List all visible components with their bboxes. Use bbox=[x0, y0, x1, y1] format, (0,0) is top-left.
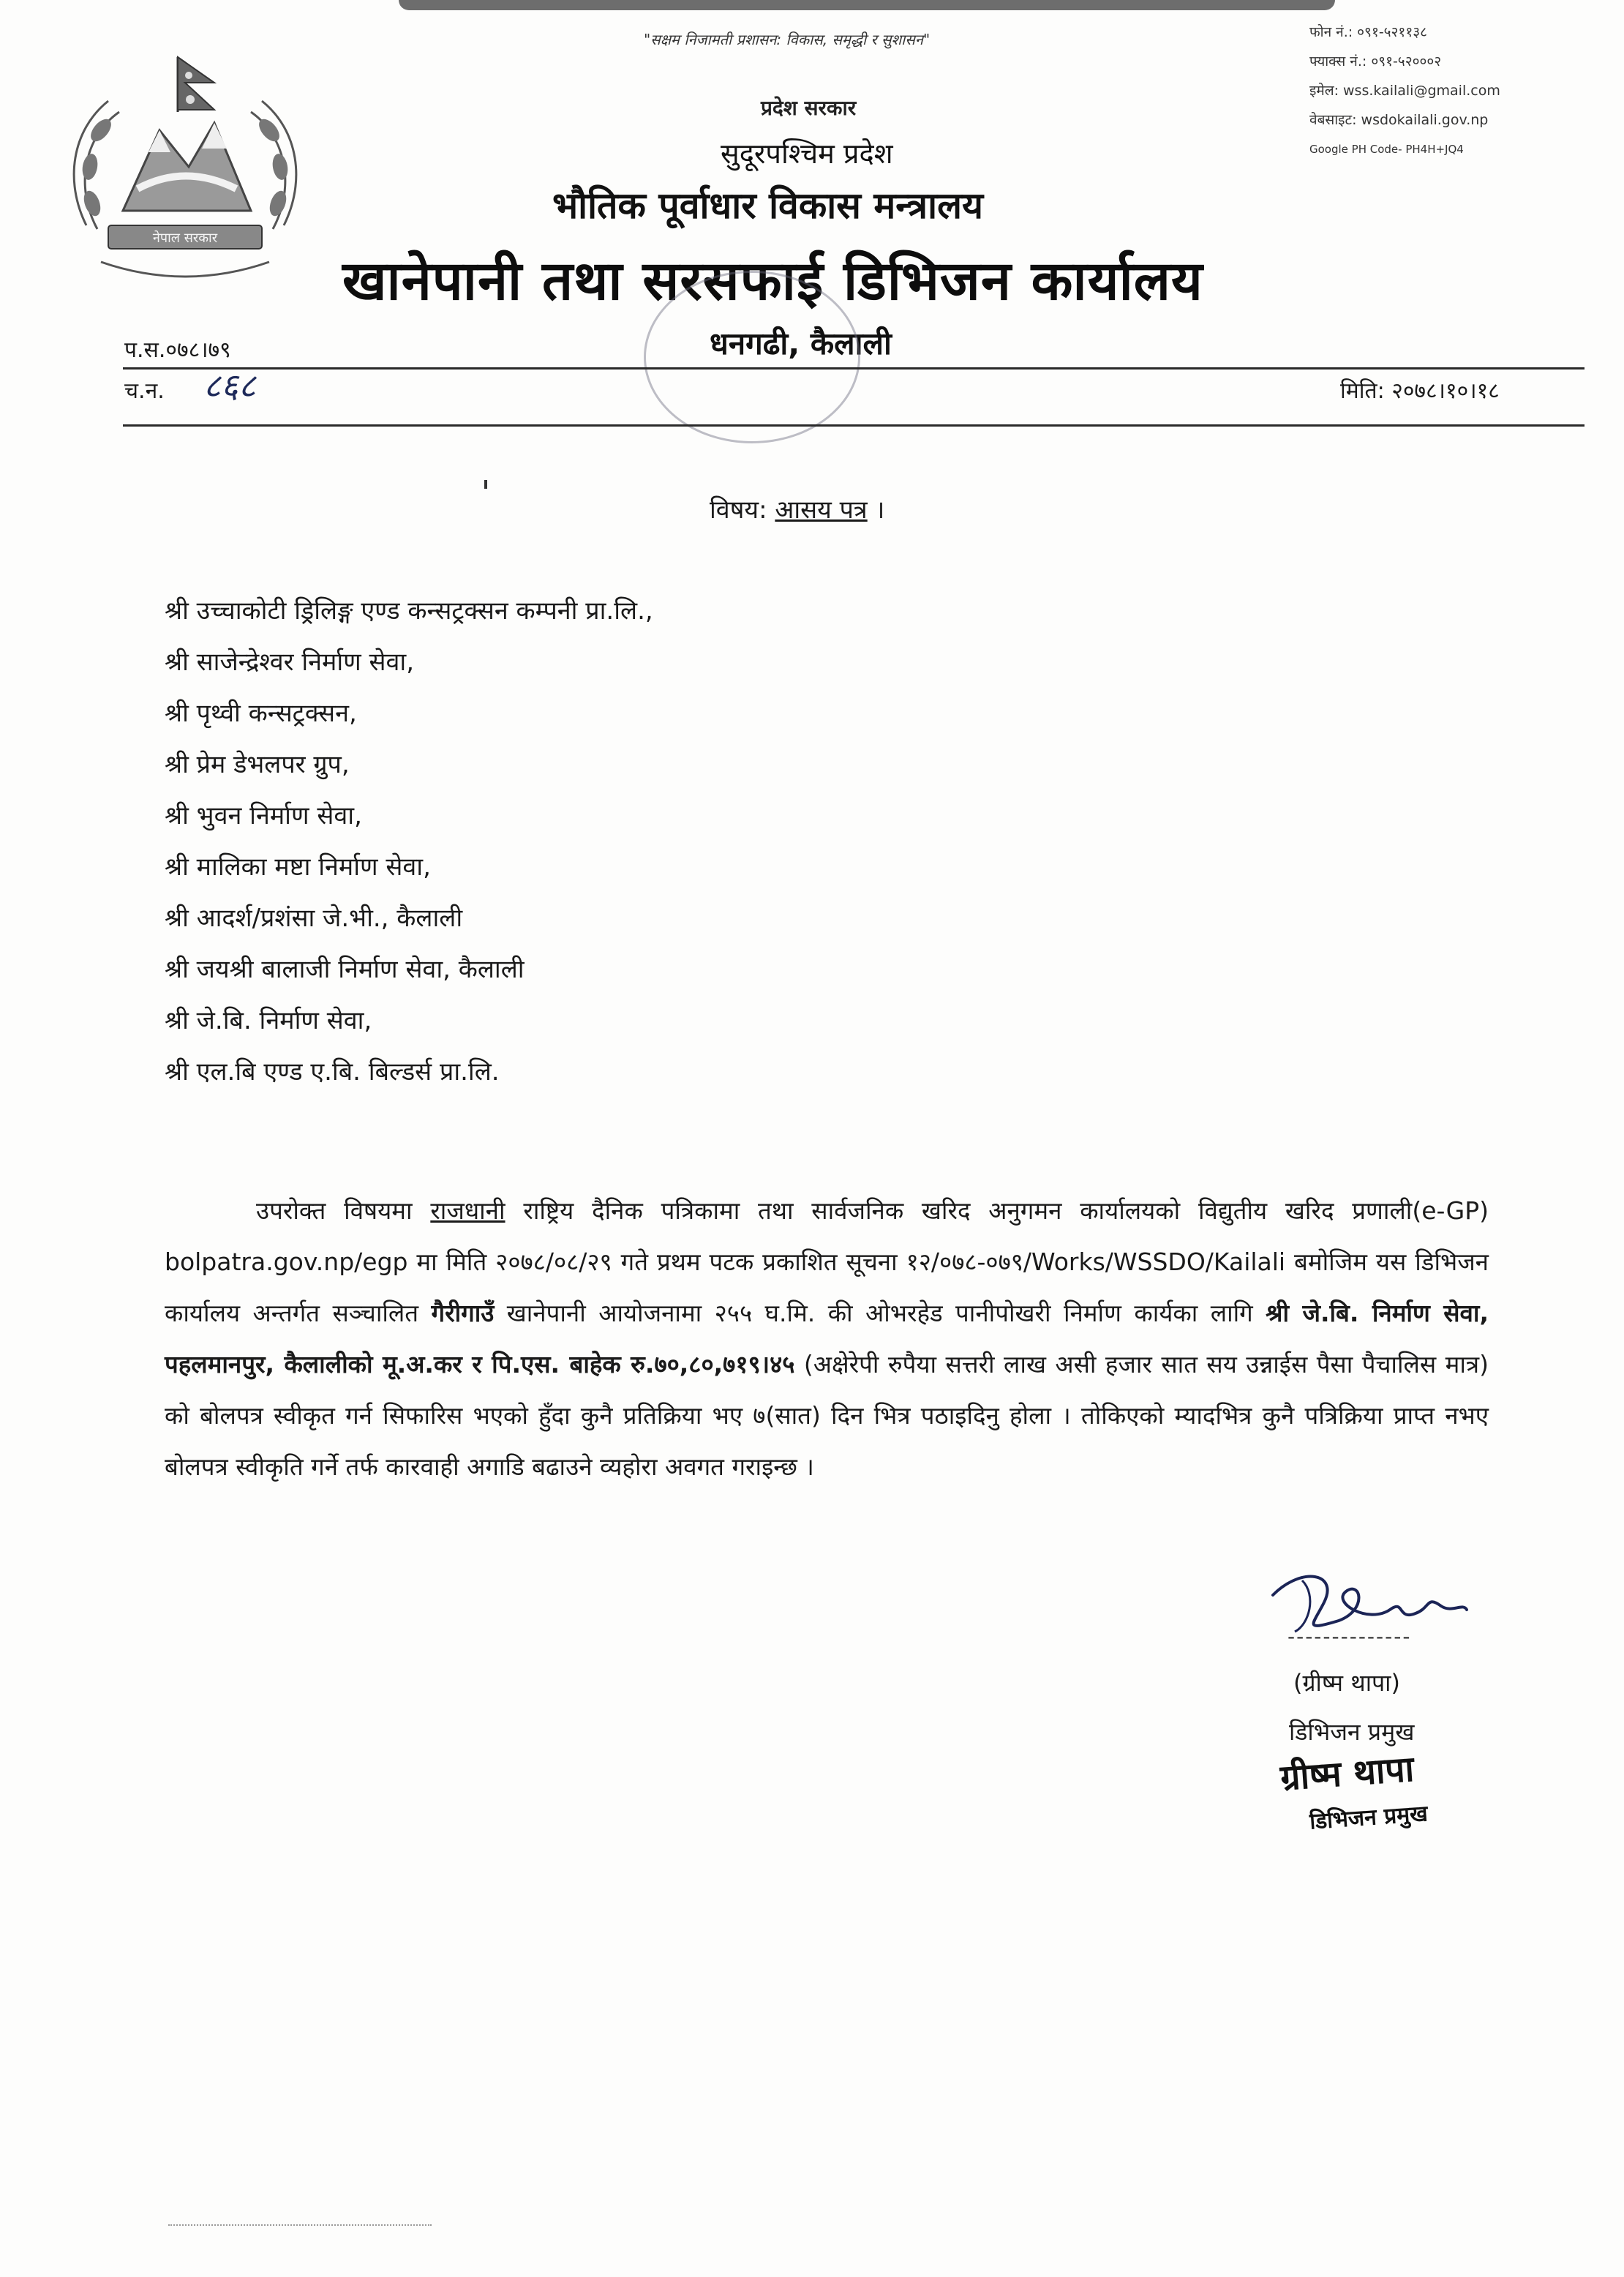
signatory-name: (ग्रीष्म थापा) bbox=[1293, 1669, 1400, 1697]
project-name: गैरीगाउँ bbox=[431, 1299, 495, 1327]
office-location: धनगढी, कैलाली bbox=[710, 326, 892, 361]
letter-subject bbox=[710, 492, 884, 525]
office-motto: "सक्षम निजामती प्रशासन: विकास, समृद्धी र सुशासन" bbox=[644, 31, 931, 48]
title-stamp: डिभिजन प्रमुख bbox=[1309, 1801, 1429, 1835]
name-stamp: ग्रीष्म थापा bbox=[1279, 1748, 1416, 1799]
header-rule-bottom bbox=[123, 424, 1584, 427]
email-address: इमेल: wss.kailali@gmail.com bbox=[1309, 83, 1500, 99]
addressee-item: श्री एल.बि एण्ड ए.बि. बिल्डर्स प्रा.लि. bbox=[165, 1057, 500, 1087]
office-stamp-circle bbox=[644, 271, 860, 443]
dispatch-number-label: च.न. bbox=[124, 378, 165, 404]
google-plus-code: Google PH Code- PH4H+JQ4 bbox=[1309, 143, 1464, 156]
office-name: खानेपानी तथा सरसफाई डिभिजन कार्यालय bbox=[342, 250, 1203, 312]
website-address: वेबसाइट: wsdokailali.gov.np bbox=[1309, 112, 1489, 128]
subject-title: आसय पत्र bbox=[775, 495, 868, 525]
signature-line: -------------- bbox=[1287, 1624, 1412, 1648]
addressee-item: श्री साजेन्द्रेश्वर निर्माण सेवा, bbox=[165, 648, 415, 677]
body-part-2: राष्ट्रिय दैनिक पत्रिकामा तथा सार्वजनिक खरिद अनुगमन कार्यालयको विद्युतीय खरिद प्रणाली(e-GP) bolpatra.gov.np/egp मा मिति २०७८/०८/२९ गते प्रथम पटक प्रकाशित सूचना १२/०७८-०७९/Works/WSSDO/Kailali बमोजिम यस डिभिजन कार्यालय अन्तर्गत सञ्चालित bbox=[165, 1196, 1489, 1327]
body-part-1: उपरोक्त विषयमा bbox=[256, 1196, 431, 1225]
newspaper-name: राजधानी bbox=[430, 1196, 505, 1225]
subject-label: विषय: bbox=[710, 495, 775, 525]
addressee-item: श्री आदर्श/प्रशंसा जे.भी., कैलाली bbox=[165, 904, 463, 933]
stray-mark bbox=[484, 480, 487, 489]
addressee-item: श्री मालिका मष्टा निर्माण सेवा, bbox=[165, 852, 431, 882]
top-tab-shadow bbox=[399, 0, 1335, 10]
footer-dotted-line bbox=[168, 2224, 432, 2227]
emblem-ribbon-text: नेपाल सरकार bbox=[152, 230, 218, 246]
fax-number: फ्याक्स नं.: ०९१-५२०००२ bbox=[1309, 53, 1442, 70]
letter-body bbox=[165, 1185, 1489, 1493]
addressee-item: श्री जे.बि. निर्माण सेवा, bbox=[165, 1006, 372, 1035]
addressee-list bbox=[165, 585, 653, 1098]
letter-date: मिति: २०७८।१०।१८ bbox=[1340, 378, 1500, 404]
province-name: सुदूरपश्चिम प्रदेश bbox=[721, 138, 893, 170]
addressee-item: श्री उच्चाकोटी ड्रिलिङ्ग एण्ड कन्सट्रक्सन कम्पनी प्रा.लि., bbox=[165, 596, 653, 626]
subject-end: । bbox=[867, 495, 885, 525]
government-label: प्रदेश सरकार bbox=[761, 96, 857, 120]
phone-number: फोन नं.: ०९१-५२११३८ bbox=[1309, 24, 1427, 40]
body-part-4: (अक्षेरेपी रुपैया सत्तरी लाख असी हजार सात सय उन्नाईस पैसा पैचालिस मात्र) को बोलपत्र स्वीकृत गर्न सिफारिस भएको हुँदा कुनै प्रतिक्रिया भए ७(सात) दिन भित्र पठाइदिनु होला । तोकिएको म्यादभित्र कुनै पत्रिक्रिया प्राप्त नभए बोलपत्र स्वीकृति गर्ने तर्फ कारवाही अगाडि बढाउने व्यहोरा अवगत गराइन्छ । bbox=[165, 1350, 1489, 1481]
body-part-3: खानेपानी आयोजनामा २५५ घ.मि. की ओभरहेड पानीपोखरी निर्माण कार्यका लागि bbox=[494, 1299, 1266, 1327]
national-emblem bbox=[57, 42, 313, 313]
addressee-item: श्री पृथ्वी कन्सट्रक्सन, bbox=[165, 699, 357, 728]
contractor-details: श्री जे.बि. निर्माण सेवा, पहलमानपुर, कैलालीको मू.अ.कर र पि.एस. बाहेक रु.७०,८०,७१९।४५ bbox=[165, 1299, 1489, 1378]
dispatch-number-handwritten: ८६८ bbox=[203, 366, 256, 405]
addressee-item: श्री जयश्री बालाजी निर्माण सेवा, कैलाली bbox=[165, 955, 525, 984]
addressee-item: श्री प्रेम डेभलपर ग्रुप, bbox=[165, 750, 350, 779]
fiscal-year-ref: प.स.०७८।७९ bbox=[124, 337, 231, 363]
header-rule-top bbox=[123, 367, 1584, 370]
signatory-title: डिभिजन प्रमुख bbox=[1289, 1718, 1415, 1746]
contact-info bbox=[1309, 18, 1617, 164]
ministry-name: भौतिक पूर्वाधार विकास मन्त्रालय bbox=[552, 184, 983, 227]
addressee-item: श्री भुवन निर्माण सेवा, bbox=[165, 801, 362, 830]
